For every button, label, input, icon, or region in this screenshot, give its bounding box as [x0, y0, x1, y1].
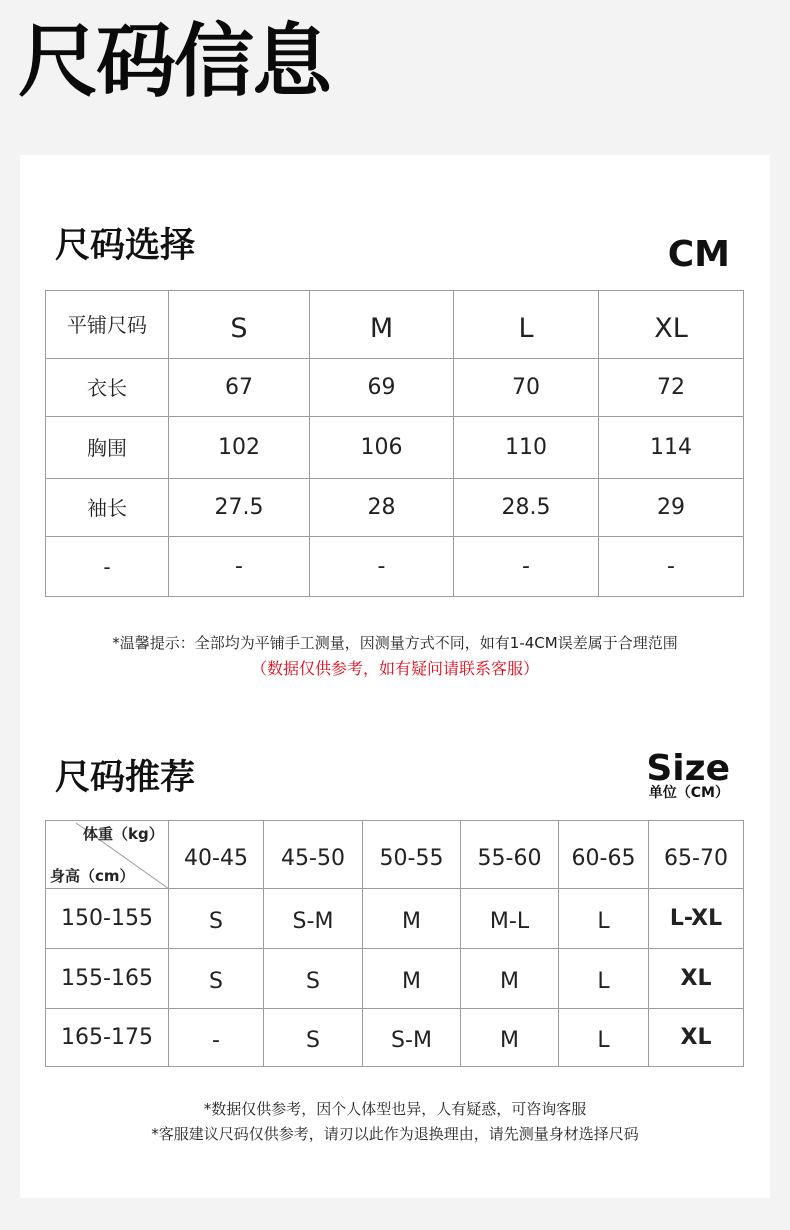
size-info-card	[20, 155, 770, 1198]
size-chart-row-label: 胸围	[46, 417, 169, 479]
weight-range-header: 65-70	[649, 821, 744, 889]
size-chart-row	[46, 479, 744, 537]
size-chart-cell: -	[310, 537, 454, 597]
height-range-label: 150-155	[46, 889, 169, 949]
recommend-cell: S	[169, 889, 264, 949]
size-chart-row-label: 袖长	[46, 479, 169, 537]
size-chart-row-label: -	[46, 537, 169, 597]
size-chart-cell: 28	[310, 479, 454, 537]
recommend-note: *客服建议尺码仅供参考，请刃以此作为退换理由，请先测量身材选择尺码	[151, 1125, 639, 1143]
size-chart-cell: -	[169, 537, 310, 597]
measurement-note: *温馨提示：全部均为平铺手工测量，因测量方式不同，如有1-4CM误差属于合理范围	[112, 634, 678, 652]
recommend-cell: M	[461, 949, 559, 1009]
recommend-cell: S	[169, 949, 264, 1009]
recommend-row	[46, 889, 744, 949]
recommend-cell: S	[264, 1009, 363, 1067]
recommend-cell: S	[264, 949, 363, 1009]
weight-range-header: 50-55	[363, 821, 461, 889]
size-chart-header-size: XL	[599, 291, 744, 359]
size-select-unit: CM	[667, 234, 730, 275]
recommend-cell: L	[559, 949, 649, 1009]
size-select-heading: 尺码选择	[55, 226, 196, 266]
recommend-row	[46, 1009, 744, 1067]
size-chart-header-size: S	[169, 291, 310, 359]
height-range-label: 155-165	[46, 949, 169, 1009]
size-chart-cell: 67	[169, 359, 310, 417]
recommend-cell: M-L	[461, 889, 559, 949]
size-chart-cell: 114	[599, 417, 744, 479]
size-chart-header-row	[46, 291, 744, 359]
size-chart-row	[46, 537, 744, 597]
size-chart-row	[46, 359, 744, 417]
recommend-row	[46, 949, 744, 1009]
recommend-cell: M	[461, 1009, 559, 1067]
size-chart-header-size: M	[310, 291, 454, 359]
weight-axis-label: 体重（kg）	[83, 825, 164, 843]
size-chart-cell: -	[454, 537, 599, 597]
size-chart-cell: 28.5	[454, 479, 599, 537]
size-chart-header-size: L	[454, 291, 599, 359]
weight-range-header: 45-50	[264, 821, 363, 889]
recommend-header-row	[46, 821, 744, 889]
recommend-cell: M	[363, 949, 461, 1009]
recommend-note: *数据仅供参考，因个人体型也异，人有疑惑，可咨询客服	[203, 1100, 587, 1118]
size-chart-header-label: 平铺尺码	[46, 291, 169, 359]
size-chart-cell: 110	[454, 417, 599, 479]
recommend-cell: S-M	[363, 1009, 461, 1067]
recommend-cell: L-XL	[649, 889, 744, 949]
size-chart-row	[46, 417, 744, 479]
size-chart-cell: -	[599, 537, 744, 597]
size-chart-cell: 70	[454, 359, 599, 417]
size-recommend-heading: 尺码推荐	[55, 758, 196, 798]
recommend-cell: S-M	[264, 889, 363, 949]
height-axis-label: 身高（cm）	[50, 867, 135, 885]
size-chart-cell: 69	[310, 359, 454, 417]
size-chart-cell: 27.5	[169, 479, 310, 537]
recommend-corner-cell	[46, 821, 169, 889]
recommend-cell: XL	[649, 949, 744, 1009]
size-chart-table	[45, 290, 744, 597]
recommend-cell: XL	[649, 1009, 744, 1067]
size-recommend-unit: 单位（CM）	[648, 785, 729, 801]
size-chart-cell: 106	[310, 417, 454, 479]
size-recommend-label: Size	[646, 748, 730, 789]
recommend-cell: -	[169, 1009, 264, 1067]
height-range-label: 165-175	[46, 1009, 169, 1067]
recommend-cell: L	[559, 1009, 649, 1067]
weight-range-header: 55-60	[461, 821, 559, 889]
size-chart-row-label: 衣长	[46, 359, 169, 417]
size-chart-cell: 102	[169, 417, 310, 479]
size-recommend-table	[45, 820, 744, 1067]
size-chart-cell: 29	[599, 479, 744, 537]
size-chart-cell: 72	[599, 359, 744, 417]
reference-note-red: （数据仅供参考，如有疑问请联系客服）	[250, 659, 539, 678]
page-title: 尺码信息	[18, 15, 330, 108]
weight-range-header: 60-65	[559, 821, 649, 889]
recommend-cell: L	[559, 889, 649, 949]
recommend-cell: M	[363, 889, 461, 949]
weight-range-header: 40-45	[169, 821, 264, 889]
